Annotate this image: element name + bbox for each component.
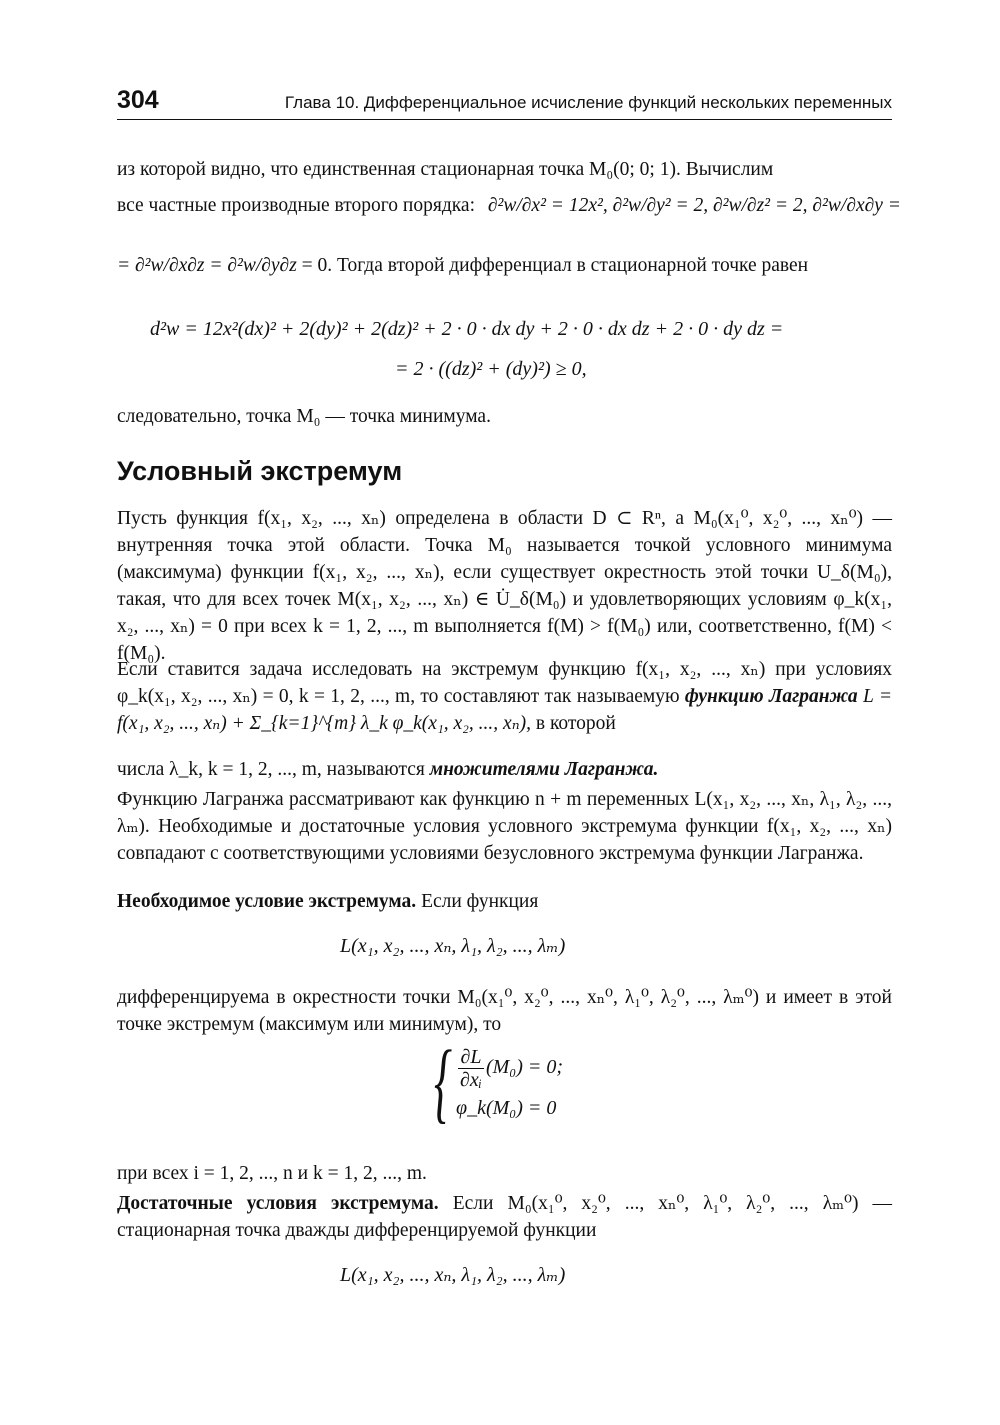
mixed-derivatives: = ∂²w/∂x∂z = ∂²w/∂y∂z xyxy=(117,255,302,276)
header-rule xyxy=(117,119,892,120)
fraction-denominator: ∂xᵢ xyxy=(460,1069,482,1091)
system-line-1-tail: (M₀) = 0; xyxy=(485,1056,564,1079)
paragraph-4-start: Если ставится задача исследовать на экстремум функцию f(x₁, x₂, ..., xₙ) при условиях φ_k(x₁, x₂, ..., xₙ) = 0, k = 1, 2, ..., m, то составляют так называемую xyxy=(117,659,892,707)
paragraph-2: следовательно, точка M₀ — точка минимума. xyxy=(117,406,491,427)
paragraph-6 xyxy=(117,888,892,915)
paragraph-4-tail: в которой xyxy=(535,713,616,734)
condition-system xyxy=(425,1033,564,1132)
equation-2: = 2 · ((dz)² + (dy)²) ≥ 0, xyxy=(395,358,587,380)
equation-1: d²w = 12x²(dx)² + 2(dy)² + 2(dz)² + 2 · 0 · dx dy + 2 · 0 · dx dz + 2 · 0 · dy dz = xyxy=(150,318,784,340)
paragraph-4 xyxy=(117,656,892,737)
running-title: Глава 10. Дифференциальное исчисление функций нескольких переменных xyxy=(284,93,892,112)
system-brace: { xyxy=(434,1033,452,1132)
lagrange-function-term: функцию Лагранжа xyxy=(684,686,858,707)
section-title: Условный экстремум xyxy=(117,456,403,486)
paragraph-9 xyxy=(117,1190,892,1244)
paragraph-4-end xyxy=(117,756,892,783)
equation-4: L(x₁, x₂, ..., xₙ, λ₁, λ₂, ..., λₘ) xyxy=(340,1264,566,1286)
lagrange-function-formula: L = f(x₁, x₂, ..., xₙ) + Σ_{k=1}^{m} λ_k φ_k(x₁, x₂, ..., xₙ), xyxy=(117,686,893,734)
second-derivatives: ∂²w/∂x² = 12x², ∂²w/∂y² = 2, ∂²w/∂z² = 2, ∂²w/∂x∂y = xyxy=(487,195,901,216)
paragraph-1-tail: = 0. Тогда второй дифференциал в стационарной точке равен xyxy=(301,255,809,276)
equation-3: L(x₁, x₂, ..., xₙ, λ₁, λ₂, ..., λₘ) xyxy=(340,935,566,957)
fraction-numerator: ∂L xyxy=(458,1046,484,1069)
paragraph-1-line-2 xyxy=(117,192,901,219)
paragraph-1-text: все частные производные второго порядка: xyxy=(117,195,475,216)
paragraph-8: при всех i = 1, 2, ..., n и k = 1, 2, ..., m. xyxy=(117,1163,427,1184)
lagrange-multipliers-term: множителями Лагранжа. xyxy=(429,759,659,780)
paragraph-3: Пусть функция f(x₁, x₂, ..., xₙ) определена в области D ⊂ Rⁿ, а M₀(x₁⁰, x₂⁰, ..., xₙ⁰) — внутренняя точка этой области. Точка M₀ называется точкой условного минимума (максимума) функции f(x₁, x₂, ..., xₙ), если существует окрестность этой точки U_δ(M₀), такая, что для всех точек M(x₁, x₂, ..., xₙ) ∈ U̇_δ(M₀) и удовлетворяющих условиям φ_k(x₁, x₂, ..., xₙ) = 0 при всех k = 1, 2, ..., m выполняется f(M) > f(M₀) или, соответственно, f(M) < f(M₀). xyxy=(117,508,892,664)
paragraph-6-tail: Если функция xyxy=(421,891,539,912)
necessary-condition-heading: Необходимое условие экстремума. xyxy=(117,891,417,912)
sufficient-condition-heading: Достаточные условия экстремума. xyxy=(117,1193,439,1214)
paragraph-7: дифференцируема в окрестности точки M₀(x₁⁰, x₂⁰, ..., xₙ⁰, λ₁⁰, λ₂⁰, ..., λₘ⁰) и имеет в этой точке экстремум (максимум или минимум), то xyxy=(117,987,892,1035)
partial-fraction xyxy=(458,1046,484,1091)
system-line-2: φ_k(M₀) = 0 xyxy=(456,1097,557,1119)
paragraph-1-line-1: из которой видно, что единственная стационарная точка M₀(0; 0; 1). Вычислим xyxy=(117,159,774,180)
paragraph-1-line-3 xyxy=(117,252,892,279)
multipliers-text: числа λ_k, k = 1, 2, ..., m, называются xyxy=(117,759,425,780)
system-body xyxy=(456,1046,563,1120)
paragraph-5: Функцию Лагранжа рассматривают как функцию n + m переменных L(x₁, x₂, ..., xₙ, λ₁, λ₂, ..., λₘ). Необходимые и достаточные условия условного экстремума функции f(x₁, x₂, ..., xₙ) совпадают с соответствующими условиями безусловного экстремума функции Лагранжа. xyxy=(117,789,892,864)
system-line-1 xyxy=(456,1046,563,1091)
page-number: 304 xyxy=(117,86,159,114)
paragraph-9-tail: Если M₀(x₁⁰, x₂⁰, ..., xₙ⁰, λ₁⁰, λ₂⁰, ..., λₘ⁰) — стационарная точка дважды дифференцируемой функции xyxy=(117,1193,892,1241)
